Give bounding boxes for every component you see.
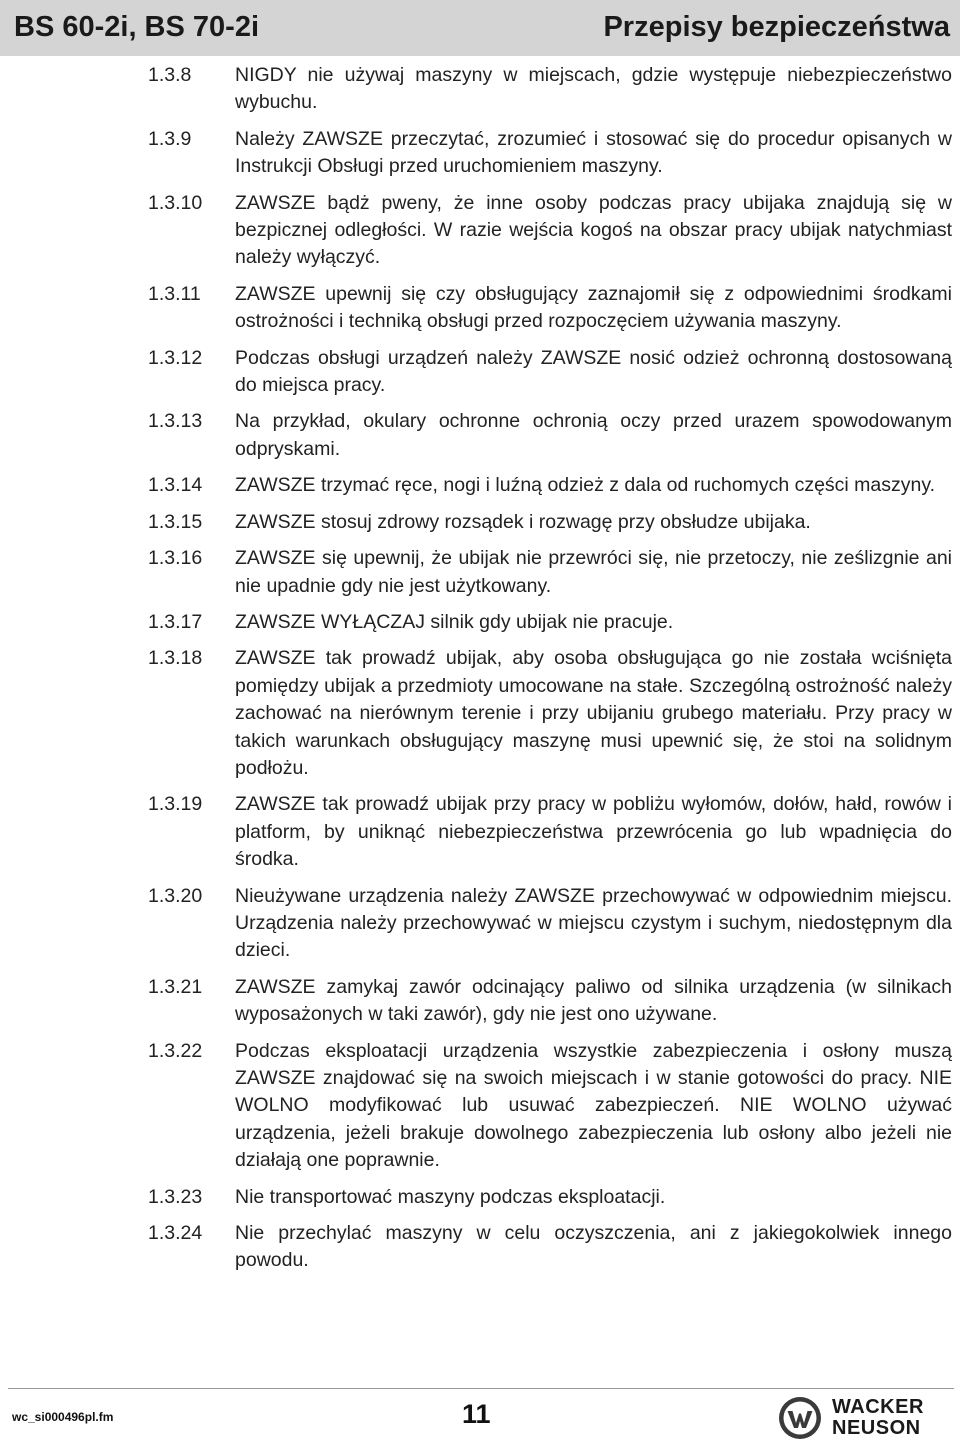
- list-item: [148, 545, 952, 600]
- page-number: 11: [462, 1399, 491, 1429]
- item-number: 1.3.13: [148, 410, 203, 433]
- section-title: Przepisy bezpieczeństwa: [603, 11, 950, 43]
- item-number: 1.3.24: [148, 1222, 203, 1245]
- footer-filename: wc_si000496pl.fm: [12, 1410, 114, 1424]
- list-item: [148, 1184, 952, 1211]
- item-text: Na przykład, okulary ochronne ochronią oczy przed urazem spowodowanym odpryskami.: [235, 410, 952, 460]
- brand-wordmark: [832, 1397, 924, 1439]
- list-item: [148, 883, 952, 965]
- list-item: [148, 190, 952, 272]
- item-text: Należy ZAWSZE przeczytać, zrozumieć i stosować się do procedur opisanych w Instrukcji Obsługi przed uruchomieniem maszyny.: [235, 127, 952, 178]
- brand-line-2: NEUSON: [832, 1417, 921, 1439]
- item-text: Nie transportować maszyny podczas eksploatacji.: [235, 1185, 666, 1208]
- list-item: [148, 345, 952, 400]
- item-number: 1.3.9: [148, 127, 192, 150]
- item-number: 1.3.22: [148, 1039, 203, 1062]
- item-number: 1.3.23: [148, 1185, 203, 1208]
- list-item: [148, 645, 952, 782]
- item-number: 1.3.10: [148, 191, 203, 214]
- footer-divider: [8, 1388, 954, 1389]
- list-item: [148, 62, 952, 117]
- item-number: 1.3.15: [148, 510, 203, 533]
- list-item: [148, 609, 952, 636]
- list-item: [148, 408, 952, 463]
- page-header: [0, 0, 960, 56]
- item-text: ZAWSZE bądż pweny, że inne osoby podczas pracy ubijaka znajdują się w bezpicznej odległości. W razie wejścia kogoś na obszar pracy ubijak natychmiast należy wyłączyć.: [235, 191, 952, 269]
- item-text: Podczas obsługi urządzeń należy ZAWSZE nosić odzież ochronną dostosowaną do miejsca pracy.: [235, 346, 952, 397]
- item-text: ZAWSZE tak prowadź ubijak przy pracy w pobliżu wyłomów, dołów, hałd, rowów i platform, by uniknąć niebezpieczeństwa przewrócenia go lub wpadnięcia do środka.: [235, 793, 952, 871]
- item-text: Nieużywane urządzenia należy ZAWSZE przechowywać w odpowiednim miejscu. Urządzenia należy przechowywać w miejscu czystym i suchym, niedostępnym dla dzieci.: [235, 884, 952, 962]
- list-item: [148, 509, 952, 536]
- item-number: 1.3.12: [148, 346, 203, 369]
- list-item: [148, 791, 952, 873]
- item-text: ZAWSZE się upewnij, że ubijak nie przewróci się, nie przetoczy, nie ześlizgnie ani nie upadnie gdy nie jest użytkowany.: [235, 547, 952, 597]
- item-text: Nie przechylać maszyny w celu oczyszczenia, ani z jakiegokolwiek innego powodu.: [235, 1222, 952, 1272]
- wacker-neuson-w-icon: [778, 1396, 822, 1440]
- item-text: NIGDY nie używaj maszyny w miejscach, gdzie występuje niebezpieczeństwo wybuchu.: [235, 64, 952, 114]
- list-item: [148, 1038, 952, 1175]
- list-item: [148, 974, 952, 1029]
- item-number: 1.3.11: [148, 282, 201, 305]
- model-title: BS 60-2i, BS 70-2i: [14, 11, 259, 43]
- list-item: [148, 281, 952, 336]
- item-number: 1.3.18: [148, 647, 203, 670]
- item-number: 1.3.14: [148, 474, 203, 497]
- item-number: 1.3.17: [148, 610, 203, 633]
- brand-line-1: WACKER: [832, 1396, 924, 1418]
- item-number: 1.3.19: [148, 793, 203, 816]
- item-text: ZAWSZE upewnij się czy obsługujący zaznajomił się z odpowiednimi środkami ostrożności i techniką obsługi przed rozpoczęciem używania maszyny.: [235, 282, 952, 333]
- item-text: ZAWSZE trzymać ręce, nogi i luźną odzież z dala od ruchomych części maszyny.: [235, 474, 936, 497]
- item-text: ZAWSZE tak prowadź ubijak, aby osoba obsługująca go nie została wciśnięta pomiędzy ubijak a przedmioty umocowane na stałe. Szczególną ostrożność należy zachować na nierównym terenie i przy ubijaniu grubego materiału. Przy pracy w takich warunkach obsługujący maszynę musi upewnić się, że stoi na solidnym podłożu.: [235, 647, 952, 779]
- item-number: 1.3.21: [148, 975, 203, 998]
- item-text: ZAWSZE zamykaj zawór odcinający paliwo od silnika urządzenia (w silnikach wyposażonych w taki zawór), gdy nie jest ono używane.: [235, 975, 952, 1026]
- item-number: 1.3.8: [148, 64, 192, 86]
- item-number: 1.3.20: [148, 884, 203, 907]
- item-text: Podczas eksploatacji urządzenia wszystkie zabezpieczenia i osłony muszą ZAWSZE znajdować się na swoich miejscach i w stanie gotowości do pracy. NIE WOLNO modyfikować lub usuwać zabezpieczeń. NIE WOLNO używać urządzenia, jeżeli brakuje dowolnego zabezpieczenia lub osłony albo jeżeli nie działają one poprawnie.: [235, 1039, 952, 1172]
- item-text: ZAWSZE stosuj zdrowy rozsądek i rozwagę przy obsłudze ubijaka.: [235, 510, 811, 533]
- safety-rules-list: [148, 62, 952, 1275]
- list-item: [148, 126, 952, 181]
- item-text: ZAWSZE WYŁĄCZAJ silnik gdy ubijak nie pracuje.: [235, 610, 674, 633]
- brand-logo: [778, 1396, 954, 1440]
- item-number: 1.3.16: [148, 547, 203, 570]
- list-item: [148, 472, 952, 499]
- list-item: [148, 1220, 952, 1275]
